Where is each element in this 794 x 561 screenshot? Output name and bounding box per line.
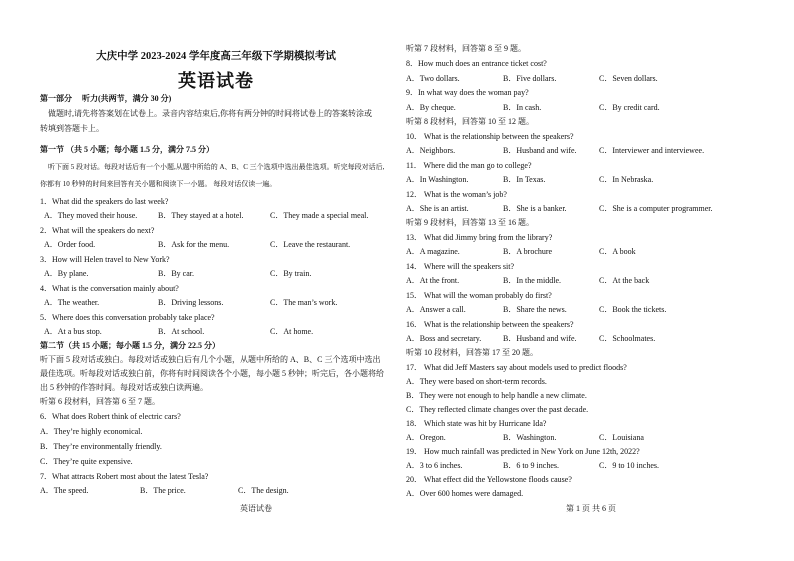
q4-option-b: B．Driving lessons.: [158, 298, 224, 307]
material-8-instruction: 听第 8 段材料，回答第 10 至 12 题。: [406, 117, 534, 126]
part1-instruction-2: 转填到答题卡上。: [40, 124, 104, 133]
q10-option-c: C．Interviewer and interviewee.: [599, 146, 705, 155]
section2-instruction-1: 听下面 5 段对话或独白。每段对话或独白后有几个小题，从题中所给的 A、B、C 三个选项中选出: [40, 355, 381, 364]
q1-option-c: C．They made a special meal.: [270, 211, 369, 220]
question-8: 8．How much does an entrance ticket cost?: [406, 59, 547, 68]
q13-option-b: B．A brochure: [503, 247, 553, 256]
question-9: 9．In what way does the woman pay?: [406, 88, 529, 97]
q1-option-b: B．They stayed at a hotel.: [158, 211, 244, 220]
q16-option-c: C．Schoolmates.: [599, 334, 656, 343]
q9-option-c: C．By credit card.: [599, 103, 660, 112]
question-12: 12． What is the woman’s job?: [406, 190, 507, 199]
q7-option-c: C．The design.: [238, 486, 289, 495]
q5-option-c: C．At home.: [270, 327, 314, 336]
question-17: 17． What did Jeff Masters say about models used to predict floods?: [406, 363, 627, 372]
question-6: 6．What does Robert think of electric cars?: [40, 412, 181, 421]
section2-instruction-2: 最佳选项。听每段对话或独白前，你将有时间阅读各个小题，每小题 5 秒钟；听完后，各小题将给: [40, 369, 384, 378]
q3-option-b: B．By car.: [158, 269, 194, 278]
q14-option-a: A．At the front.: [406, 276, 460, 285]
page-number: 第 1 页 共 6 页: [566, 504, 616, 513]
q2-option-c: C．Leave the restaurant.: [270, 240, 351, 249]
q5-option-a: A．At a bus stop.: [44, 327, 102, 336]
q17-option-c: C．They reflected climate changes over the past decade.: [406, 405, 589, 414]
q4-option-c: C．The man’s work.: [270, 298, 338, 307]
q14-option-b: B．In the middle.: [503, 276, 561, 285]
q16-option-a: A．Boss and secretary.: [406, 334, 482, 343]
section1-instruction-2: 你都有 10 秒钟的时间来回答有关小题和阅读下一小题。 每段对话仅读一遍。: [40, 180, 277, 188]
q6-option-b: B．They’re environmentally friendly.: [40, 442, 162, 451]
q12-option-c: C．She is a computer programmer.: [599, 204, 713, 213]
q19-option-a: A．3 to 6 inches.: [406, 461, 463, 470]
subject-title: 英语试卷: [178, 71, 254, 91]
question-5: 5．Where does this conversation probably take place?: [40, 313, 215, 322]
part1-instruction-1: 做题时,请先将答案划在试卷上。录音内容结束后,你将有两分钟的时间将试卷上的答案转涂或: [48, 109, 372, 118]
section2-instruction-3: 出 5 秒钟的作答时间。每段对话或独白读两遍。: [40, 383, 208, 392]
q13-option-c: C．A book: [599, 247, 636, 256]
q11-option-c: C．In Nebraska.: [599, 175, 654, 184]
section2-heading: 第二节（共 15 小题；每小题 1.5 分，满分 22.5 分）: [40, 341, 220, 350]
q20-option-a: A．Over 600 homes were damaged.: [406, 489, 524, 498]
q11-option-a: A．In Washington.: [406, 175, 469, 184]
q19-option-c: C．9 to 10 inches.: [599, 461, 659, 470]
q6-option-c: C．They’re quite expensive.: [40, 457, 133, 466]
q15-option-c: C．Book the tickets.: [599, 305, 667, 314]
q3-option-c: C．By train.: [270, 269, 312, 278]
question-11: 11． Where did the man go to college?: [406, 161, 532, 170]
q10-option-a: A．Neighbors.: [406, 146, 456, 155]
question-20: 20． What effect did the Yellowstone floods cause?: [406, 475, 572, 484]
q15-option-b: B．Share the news.: [503, 305, 567, 314]
q19-option-b: B．6 to 9 inches.: [503, 461, 559, 470]
question-4: 4．What is the conversation mainly about?: [40, 284, 179, 293]
q1-option-a: A．They moved their house.: [44, 211, 138, 220]
q7-option-a: A．The speed.: [40, 486, 89, 495]
q18-option-c: C．Louisiana: [599, 433, 644, 442]
q7-option-b: B．The price.: [140, 486, 186, 495]
q16-option-b: B．Husband and wife.: [503, 334, 577, 343]
q10-option-b: B．Husband and wife.: [503, 146, 577, 155]
q17-option-a: A．They were based on short-term records.: [406, 377, 547, 386]
q2-option-a: A．Order food.: [44, 240, 96, 249]
q9-option-a: A．By cheque.: [406, 103, 456, 112]
section1-instruction-1: 听下面 5 段对话。每段对话后有一个小题,从题中所给的 A、B、C 三个选项中选出最佳选项。听完每段对话后,: [48, 163, 385, 171]
question-2: 2．What will the speakers do next?: [40, 226, 155, 235]
section1-heading: 第一节 （共 5 小题；每小题 1.5 分，满分 7.5 分）: [40, 145, 214, 154]
q3-option-a: A．By plane.: [44, 269, 89, 278]
q2-option-b: B．Ask for the menu.: [158, 240, 230, 249]
question-3: 3．How will Helen travel to New York?: [40, 255, 170, 264]
q11-option-b: B．In Texas.: [503, 175, 546, 184]
q6-option-a: A．They’re highly economical.: [40, 427, 143, 436]
question-18: 18． Which state was hit by Hurricane Ida?: [406, 419, 547, 428]
q15-option-a: A．Answer a call.: [406, 305, 466, 314]
q8-option-b: B．Five dollars.: [503, 74, 557, 83]
material-9-instruction: 听第 9 段材料，回答第 13 至 16 题。: [406, 218, 534, 227]
question-1: 1．What did the speakers do last week?: [40, 197, 169, 206]
q5-option-b: B．At school.: [158, 327, 205, 336]
part1-heading: 第一部分 听力(共两节，满分 30 分): [40, 94, 172, 103]
question-13: 13． What did Jimmy bring from the library?: [406, 233, 553, 242]
q8-option-a: A．Two dollars.: [406, 74, 460, 83]
q12-option-a: A．She is an artist.: [406, 204, 469, 213]
question-15: 15． What will the woman probably do first?: [406, 291, 552, 300]
material-6-instruction: 听第 6 段材料，回答第 6 至 7 题。: [40, 397, 160, 406]
q18-option-b: B．Washington.: [503, 433, 557, 442]
q12-option-b: B．She is a banker.: [503, 204, 567, 213]
q8-option-c: C．Seven dollars.: [599, 74, 658, 83]
question-19: 19． How much rainfall was predicted in New York on June 12th, 2022?: [406, 447, 640, 456]
question-14: 14． Where will the speakers sit?: [406, 262, 515, 271]
q14-option-c: C．At the back: [599, 276, 650, 285]
footer-subject: 英语试卷: [240, 504, 272, 513]
question-7: 7．What attracts Robert most about the latest Tesla?: [40, 472, 209, 481]
q4-option-a: A．The weather.: [44, 298, 100, 307]
question-10: 10． What is the relationship between the speakers?: [406, 132, 574, 141]
q17-option-b: B．They were not enough to help handle a new climate.: [406, 391, 587, 400]
material-10-instruction: 听第 10 段材料，回答第 17 至 20 题。: [406, 348, 538, 357]
q13-option-a: A．A magazine.: [406, 247, 460, 256]
material-7-instruction: 听第 7 段材料，回答第 8 至 9 题。: [406, 44, 526, 53]
question-16: 16． What is the relationship between the speakers?: [406, 320, 574, 329]
q18-option-a: A．Oregon.: [406, 433, 446, 442]
q9-option-b: B．In cash.: [503, 103, 542, 112]
school-exam-title: 大庆中学 2023-2024 学年度高三年级下学期模拟考试: [96, 51, 336, 62]
